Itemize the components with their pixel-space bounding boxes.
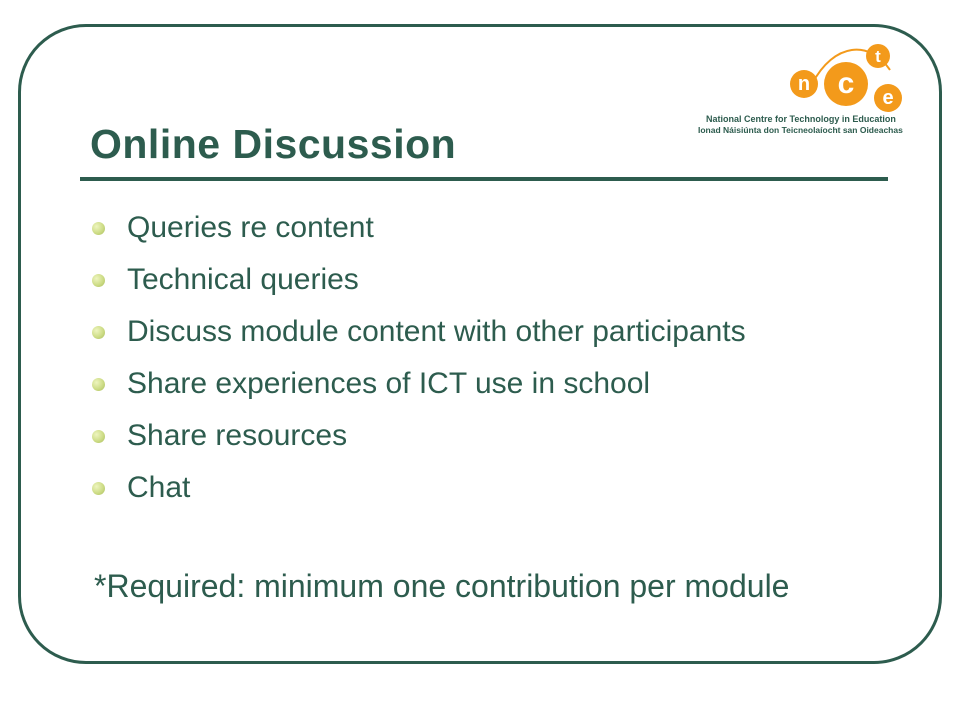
logo-letter-c: c bbox=[824, 62, 868, 106]
bullet-text: Discuss module content with other participants bbox=[127, 315, 746, 348]
bullet-icon bbox=[92, 482, 105, 495]
ncte-logo bbox=[694, 40, 906, 140]
logo-name-english: National Centre for Technology in Education bbox=[706, 114, 896, 124]
bullet-list bbox=[92, 202, 746, 514]
list-item bbox=[92, 202, 746, 254]
bullet-text: Technical queries bbox=[127, 263, 359, 296]
list-item bbox=[92, 358, 746, 410]
logo-letter-e: e bbox=[874, 84, 902, 112]
list-item bbox=[92, 410, 746, 462]
list-item bbox=[92, 306, 746, 358]
bullet-text: Share resources bbox=[127, 419, 348, 452]
bullet-text: Queries re content bbox=[127, 211, 374, 244]
bullet-icon bbox=[92, 274, 105, 287]
required-footnote: *Required: minimum one contribution per module bbox=[94, 568, 790, 604]
list-item bbox=[92, 462, 746, 514]
list-item bbox=[92, 254, 746, 306]
bullet-text: Chat bbox=[127, 471, 191, 504]
slide-title: Online Discussion bbox=[90, 121, 457, 167]
bullet-icon bbox=[92, 326, 105, 339]
bullet-icon bbox=[92, 378, 105, 391]
logo-letter-t: t bbox=[866, 44, 890, 68]
bullet-icon bbox=[92, 430, 105, 443]
bullet-text: Share experiences of ICT use in school bbox=[127, 367, 651, 400]
bullet-icon bbox=[92, 222, 105, 235]
logo-name-irish: Ionad Náisiúnta don Teicneolaíocht san Oideachas bbox=[698, 125, 903, 135]
logo-letter-n: n bbox=[790, 70, 818, 98]
title-divider bbox=[80, 177, 888, 181]
